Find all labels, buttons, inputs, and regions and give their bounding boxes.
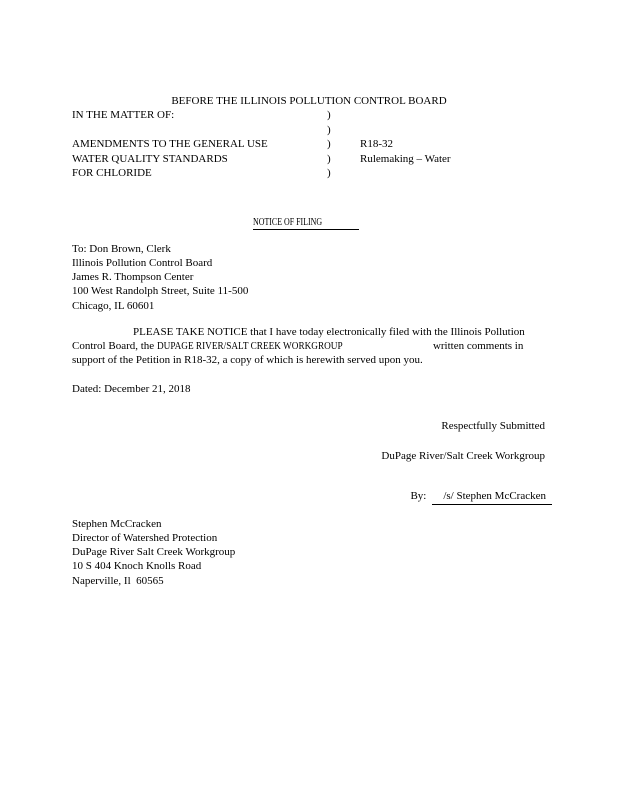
docket-number: R18-32 xyxy=(360,138,393,150)
caption-paren: ) xyxy=(327,109,331,121)
caption-row xyxy=(0,153,618,168)
caption-paren: ) xyxy=(327,138,331,150)
caption-left-text: IN THE MATTER OF: xyxy=(72,109,175,121)
body-line-2-suffix: written comments in xyxy=(432,339,524,352)
caption-paren: ) xyxy=(327,167,331,179)
caption-row xyxy=(0,124,618,139)
notice-body-paragraph xyxy=(72,325,558,368)
recipient-line: 100 West Randolph Street, Suite 11-500 xyxy=(72,285,249,298)
rulemaking-type: Rulemaking – Water xyxy=(360,152,451,165)
recipient-line: Chicago, IL 60601 xyxy=(72,299,155,312)
caption-row xyxy=(0,138,618,153)
workgroup-name-condensed: DUPAGE RIVER/SALT CREEK WORKGROUP xyxy=(156,339,343,352)
signer-line: Stephen McCracken xyxy=(72,517,162,530)
recipient-address-block xyxy=(72,242,248,313)
caption-left-text: AMENDMENTS TO THE GENERAL USE xyxy=(72,138,268,150)
caption-left-text: WATER QUALITY STANDARDS xyxy=(72,152,228,165)
caption-row xyxy=(0,109,618,124)
signer-line: Naperville, Il 60565 xyxy=(72,574,164,587)
caption-paren: ) xyxy=(327,123,331,136)
dated-line: Dated: December 21, 2018 xyxy=(72,382,191,395)
body-line-2-prefix: Control Board, the xyxy=(72,339,157,352)
recipient-line: To: Don Brown, Clerk xyxy=(72,242,171,255)
notice-heading-text: NOTICE OF FILING xyxy=(253,215,323,228)
body-line-3: support of the Petition in R18-32, a copy of which is herewith served upon you. xyxy=(72,354,423,367)
recipient-line: Illinois Pollution Control Board xyxy=(72,256,213,269)
body-line-1: PLEASE TAKE NOTICE that I have today electronically filed with the Illinois Pollution xyxy=(133,325,525,338)
notice-of-filing-heading xyxy=(253,216,359,230)
signer-address-block xyxy=(72,517,235,588)
court-title: BEFORE THE ILLINOIS POLLUTION CONTROL BOARD xyxy=(171,94,447,107)
signature-organization-line: DuPage River/Salt Creek Workgroup xyxy=(381,449,545,462)
case-caption xyxy=(0,109,618,182)
caption-left-text: FOR CHLORIDE xyxy=(72,167,152,179)
body-line-2 xyxy=(72,339,558,353)
caption-paren: ) xyxy=(327,152,331,165)
workgroup-name-wrap xyxy=(157,339,376,353)
signer-line: Director of Watershed Protection xyxy=(72,531,218,544)
signer-line: DuPage River Salt Creek Workgroup xyxy=(72,546,236,559)
notice-heading-text-wrap xyxy=(253,216,324,229)
electronic-signature: /s/ Stephen McCracken xyxy=(432,490,552,505)
signer-line: 10 S 404 Knoch Knolls Road xyxy=(72,560,202,573)
caption-row xyxy=(0,167,618,182)
signature-by-line xyxy=(410,490,552,502)
by-label: By: xyxy=(410,489,427,502)
respectfully-submitted-line: Respectfully Submitted xyxy=(441,419,545,432)
recipient-line: James R. Thompson Center xyxy=(72,271,194,284)
